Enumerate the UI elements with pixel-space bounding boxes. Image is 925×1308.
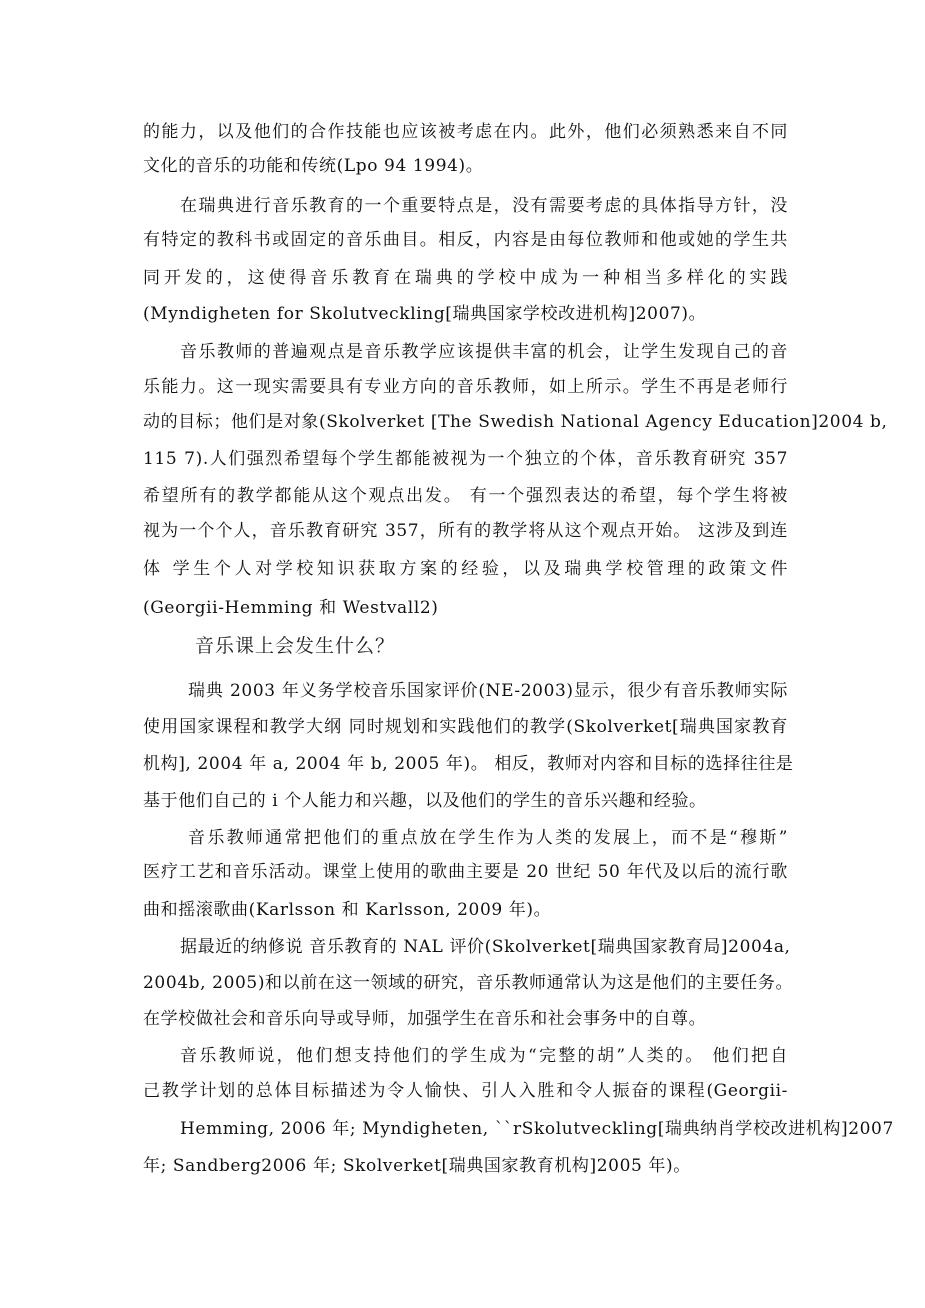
paragraph-line: Hemming, 2006 年; Myndigheten, ``rSkolutveckling[瑞典纳肖学校改进机构]2007	[180, 1119, 894, 1139]
paragraph-line: (Georgii-Hemming 和 Westvall2)	[143, 598, 439, 618]
paragraph-line: 在学校做社会和音乐向导或导师，加强学生在音乐和社会事务中的自尊。	[143, 1009, 707, 1029]
paragraph-line: 115 7).人们强烈希望每个学生都能被视为一个独立的个体，音乐教育研究 357	[143, 449, 788, 469]
paragraph-line: 基于他们自己的 i 个人能力和兴趣，以及他们的学生的音乐兴趣和经验。	[143, 791, 707, 811]
paragraph-line: 希望所有的教学都能从这个观点出发。 有一个强烈表达的希望，每个学生将被	[143, 486, 788, 506]
paragraph-line: (Myndigheten for Skolutveckling[瑞典国家学校改进机构]2007)。	[143, 304, 707, 324]
paragraph-line: 视为一个个人，音乐教育研究 357，所有的教学将从这个观点开始。 这涉及到连	[143, 521, 788, 541]
paragraph-line: 据最近的纳修说 音乐教育的 NAL 评价(Skolverket[瑞典国家教育局]2004a,	[180, 937, 791, 957]
paragraph-line: 2004b, 2005)和以前在这一领域的研究，音乐教师通常认为这是他们的主要任务。	[143, 973, 794, 993]
paragraph-line: 的能力，以及他们的合作技能也应该被考虑在内。此外，他们必须熟悉来自不同	[143, 122, 788, 142]
paragraph-line: 在瑞典进行音乐教育的一个重要特点是，没有需要考虑的具体指导方针，没	[180, 196, 788, 216]
paragraph-line: 机构], 2004 年 a, 2004 年 b, 2005 年)。 相反，教师对内容和目标的选择往往是	[143, 754, 794, 774]
paragraph-line: 音乐教师说，他们想支持他们的学生成为“完整的胡”人类的。 他们把自	[180, 1046, 788, 1066]
paragraph-line: 有特定的教科书或固定的音乐曲目。相反，内容是由每位教师和他或她的学生共	[143, 230, 788, 250]
paragraph-line: 年; Sandberg2006 年; Skolverket[瑞典国家教育机构]2005 年)。	[143, 1156, 691, 1176]
section-heading: 音乐课上会发生什么？	[195, 635, 396, 657]
paragraph-line: 医疗工艺和音乐活动。课堂上使用的歌曲主要是 20 世纪 50 年代及以后的流行歌	[143, 862, 788, 882]
paragraph-line: 动的目标；他们是对象(Skolverket [The Swedish National Agency Education]2004 b,	[143, 412, 888, 432]
paragraph-line: 同开发的，这使得音乐教育在瑞典的学校中成为一种相当多样化的实践	[143, 268, 788, 288]
paragraph-line: 使用国家课程和教学大纲 同时规划和实践他们的教学(Skolverket[瑞典国家教育	[143, 717, 788, 737]
paragraph-line: 体 学生个人对学校知识获取方案的经验，以及瑞典学校管理的政策文件	[143, 559, 788, 579]
paragraph-line: 音乐教师的普遍观点是音乐教学应该提供丰富的机会，让学生发现自己的音	[180, 342, 788, 362]
paragraph-line: 乐能力。这一现实需要具有专业方向的音乐教师，如上所示。学生不再是老师行	[143, 377, 788, 397]
paragraph-line: 音乐教师通常把他们的重点放在学生作为人类的发展上，而不是“穆斯”	[188, 828, 788, 848]
paragraph-line: 曲和摇滚歌曲(Karlsson 和 Karlsson, 2009 年)。	[143, 900, 552, 920]
paragraph-line: 瑞典 2003 年义务学校音乐国家评价(NE-2003)显示，很少有音乐教师实际	[188, 681, 788, 701]
paragraph-line: 己教学计划的总体目标描述为令人愉快、引人入胜和令人振奋的课程(Georgii-	[143, 1081, 788, 1101]
paragraph-line: 文化的音乐的功能和传统(Lpo 94 1994)。	[143, 156, 484, 176]
